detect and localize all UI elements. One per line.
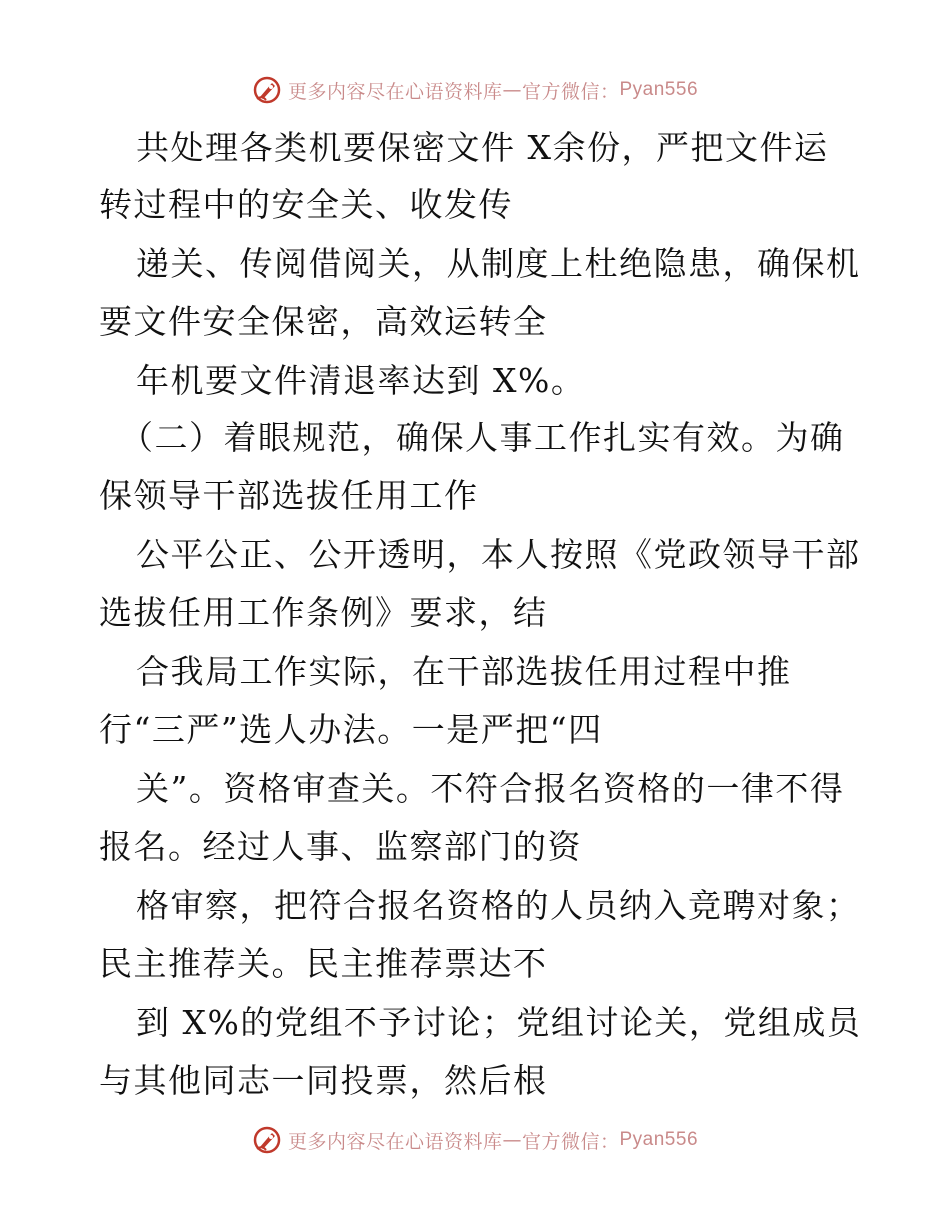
body-line: 年机要文件清退率达到 X%。 [136,361,586,400]
banner-dash: — [502,1129,522,1151]
body-line: 合我局工作实际，在干部选拔任用过程中推 [136,652,792,691]
body-line: 共处理各类机要保密文件 X余份，严把文件运 [136,128,829,167]
banner-wechat-id: Pyan556 [619,1129,699,1150]
body-line: 到 X%的党组不予讨论；党组讨论关，党组成员 [136,1003,862,1042]
banner-dash: — [502,79,522,101]
pen-nib-logo-icon [252,75,282,105]
body-line: 要文件安全保密，高效运转全 [99,302,548,341]
banner-contact-label: 官方微信： [521,1130,620,1153]
body-line: 关”。资格审查关。不符合报名资格的一律不得 [136,769,845,808]
body-line: 民主推荐关。民主推荐票达不 [99,944,548,983]
banner-contact-label: 官方微信： [521,80,620,103]
pen-nib-logo-icon [252,1125,282,1155]
body-line: 转过程中的安全关、收发传 [99,185,513,224]
banner-slogan: 更多内容尽在心语资料库 [287,1130,503,1153]
body-line: （二）着眼规范，确保人事工作扎实有效。为确 [120,418,845,457]
header-banner [0,70,950,110]
body-line: 与其他同志一同投票，然后根 [99,1061,548,1100]
body-line: 报名。经过人事、监察部门的资 [99,827,582,866]
banner-wechat-id: Pyan556 [619,79,699,100]
footer-banner [0,1120,950,1160]
body-line: 格审察，把符合报名资格的人员纳入竞聘对象； [136,886,861,925]
body-line: 行“三严”选人办法。一是严把“四 [99,710,603,749]
body-line: 保领导干部选拔任用工作 [99,476,479,515]
banner-slogan: 更多内容尽在心语资料库 [287,80,503,103]
body-line: 递关、传阅借阅关，从制度上杜绝隐患，确保机 [136,244,861,283]
body-line: 公平公正、公开透明，本人按照《党政领导干部 [136,535,861,574]
body-line: 选拔任用工作条例》要求，结 [99,593,548,632]
